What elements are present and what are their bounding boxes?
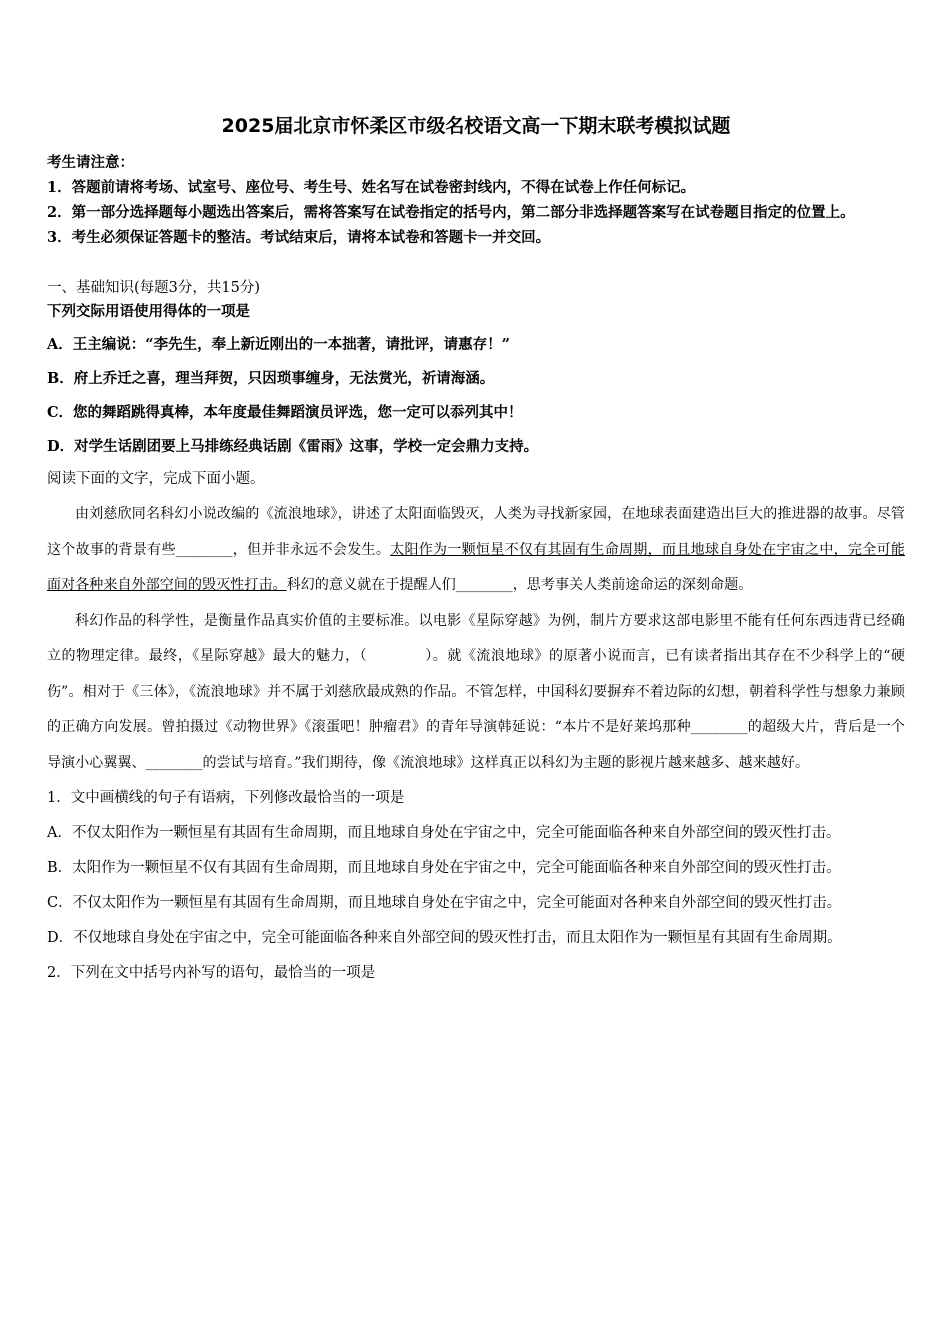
question-1-option-d: D．不仅地球自身处在宇宙之中，完全可能面临各种来自外部空间的毁灭性打击，而且太阳作为一颗恒星有其固有生命周期。 xyxy=(47,930,842,946)
option-b: B．府上乔迁之喜，理当拜贺，只因琐事缠身，无法赏光，祈请海涵。 xyxy=(47,370,495,387)
section-heading: 一、基础知识(每题3分，共15分) xyxy=(47,280,260,296)
option-d: D．对学生话剧团要上马排练经典话剧《雷雨》这事，学校一定会鼎力支持。 xyxy=(47,438,539,455)
question-stem: 下列交际用语使用得体的一项是 xyxy=(47,303,250,320)
reading-instruction: 阅读下面的文字，完成下面小题。 xyxy=(47,471,265,487)
notice-block xyxy=(47,150,905,250)
question-1-option-c: C．不仅太阳作为一颗恒星有其固有生命周期，而且地球自身处在宇宙之中，完全可能面对各种来自外部空间的毁灭性打击。 xyxy=(47,895,842,911)
notice-heading: 考生请注意： xyxy=(47,154,134,171)
underlined-sentence: 太阳作为一颗恒星不仅有其固有生命周期，而且地球自身处在宇宙之中，完全可能面对各种来自外部空间的毁灭性打击。 xyxy=(47,541,905,593)
passage-text: 由刘慈欣同名科幻小说改编的《流浪地球》，讲述了太阳面临毁灭，人类为寻找新家园，在地球表面建造出巨大的推进器的故事。尽管这个故事的背景有些________，但并非永远不会发生。 xyxy=(47,506,905,558)
question-1-option-a: A．不仅太阳作为一颗恒星有其固有生命周期，而且地球自身处在宇宙之中，完全可能面临各种来自外部空间的毁灭性打击。 xyxy=(47,825,841,841)
question-1-stem: 1．文中画横线的句子有语病，下列修改最恰当的一项是 xyxy=(47,790,405,806)
passage-paragraph-2: 科幻作品的科学性，是衡量作品真实价值的主要标准。以电影《星际穿越》为例，制片方要求这部电影里不能有任何东西违背已经确立的物理定律。最终，《星际穿越》最大的魅力，（ ）。就《流浪地球》的原著小说而言，已有读者指出其存在不少科学上的“硬伤”。相对于《三体》，《流浪地球》并不属于刘慈欣最成熟的作品。不管怎样，中国科幻要摒弃不着边际的幻想，朝着科学性与想象力兼顾的正确方向发展。曾拍摄过《动物世界》《滚蛋吧！肿瘤君》的青年导演韩延说：“本片不是好莱坞那种________的超级大片，背后是一个导演小心翼翼、________的尝试与培育。”我们期待，像《流浪地球》这样真正以科幻为主题的影视片越来越多、越来越好。 xyxy=(47,612,905,771)
page-title: 2025届北京市怀柔区市级名校语文高一下期末联考模拟试题 xyxy=(221,115,731,137)
notice-item-2: 2．第一部分选择题每小题选出答案后，需将答案写在试卷指定的括号内，第二部分非选择题答案写在试卷题目指定的位置上。 xyxy=(47,204,855,221)
question-2 xyxy=(47,956,905,991)
option-a: A．王主编说：“李先生，奉上新近刚出的一本拙著，请批评，请惠存！” xyxy=(47,336,510,353)
question-1 xyxy=(47,781,905,956)
question-1-option-b: B．太阳作为一颗恒星不仅有其固有生命周期，而且地球自身处在宇宙之中，完全可能面临各种来自外部空间的毁灭性打击。 xyxy=(47,860,841,876)
option-c: C．您的舞蹈跳得真棒，本年度最佳舞蹈演员评选，您一定可以忝列其中！ xyxy=(47,404,523,421)
option-list xyxy=(47,328,905,464)
passage-paragraph-1 xyxy=(47,497,905,604)
question-2-stem: 2．下列在文中括号内补写的语句，最恰当的一项是 xyxy=(47,965,376,981)
passage-text: 科幻的意义就在于提醒人们________，思考事关人类前途命运的深刻命题。 xyxy=(286,577,753,593)
exam-page xyxy=(47,112,905,991)
notice-item-1: 1．答题前请将考场、试室号、座位号、考生号、姓名写在试卷密封线内，不得在试卷上作任何标记。 xyxy=(47,179,696,196)
reading-passage xyxy=(47,497,905,781)
notice-item-3: 3．考生必须保证答题卡的整洁。考试结束后，请将本试卷和答题卡一并交回。 xyxy=(47,229,551,246)
